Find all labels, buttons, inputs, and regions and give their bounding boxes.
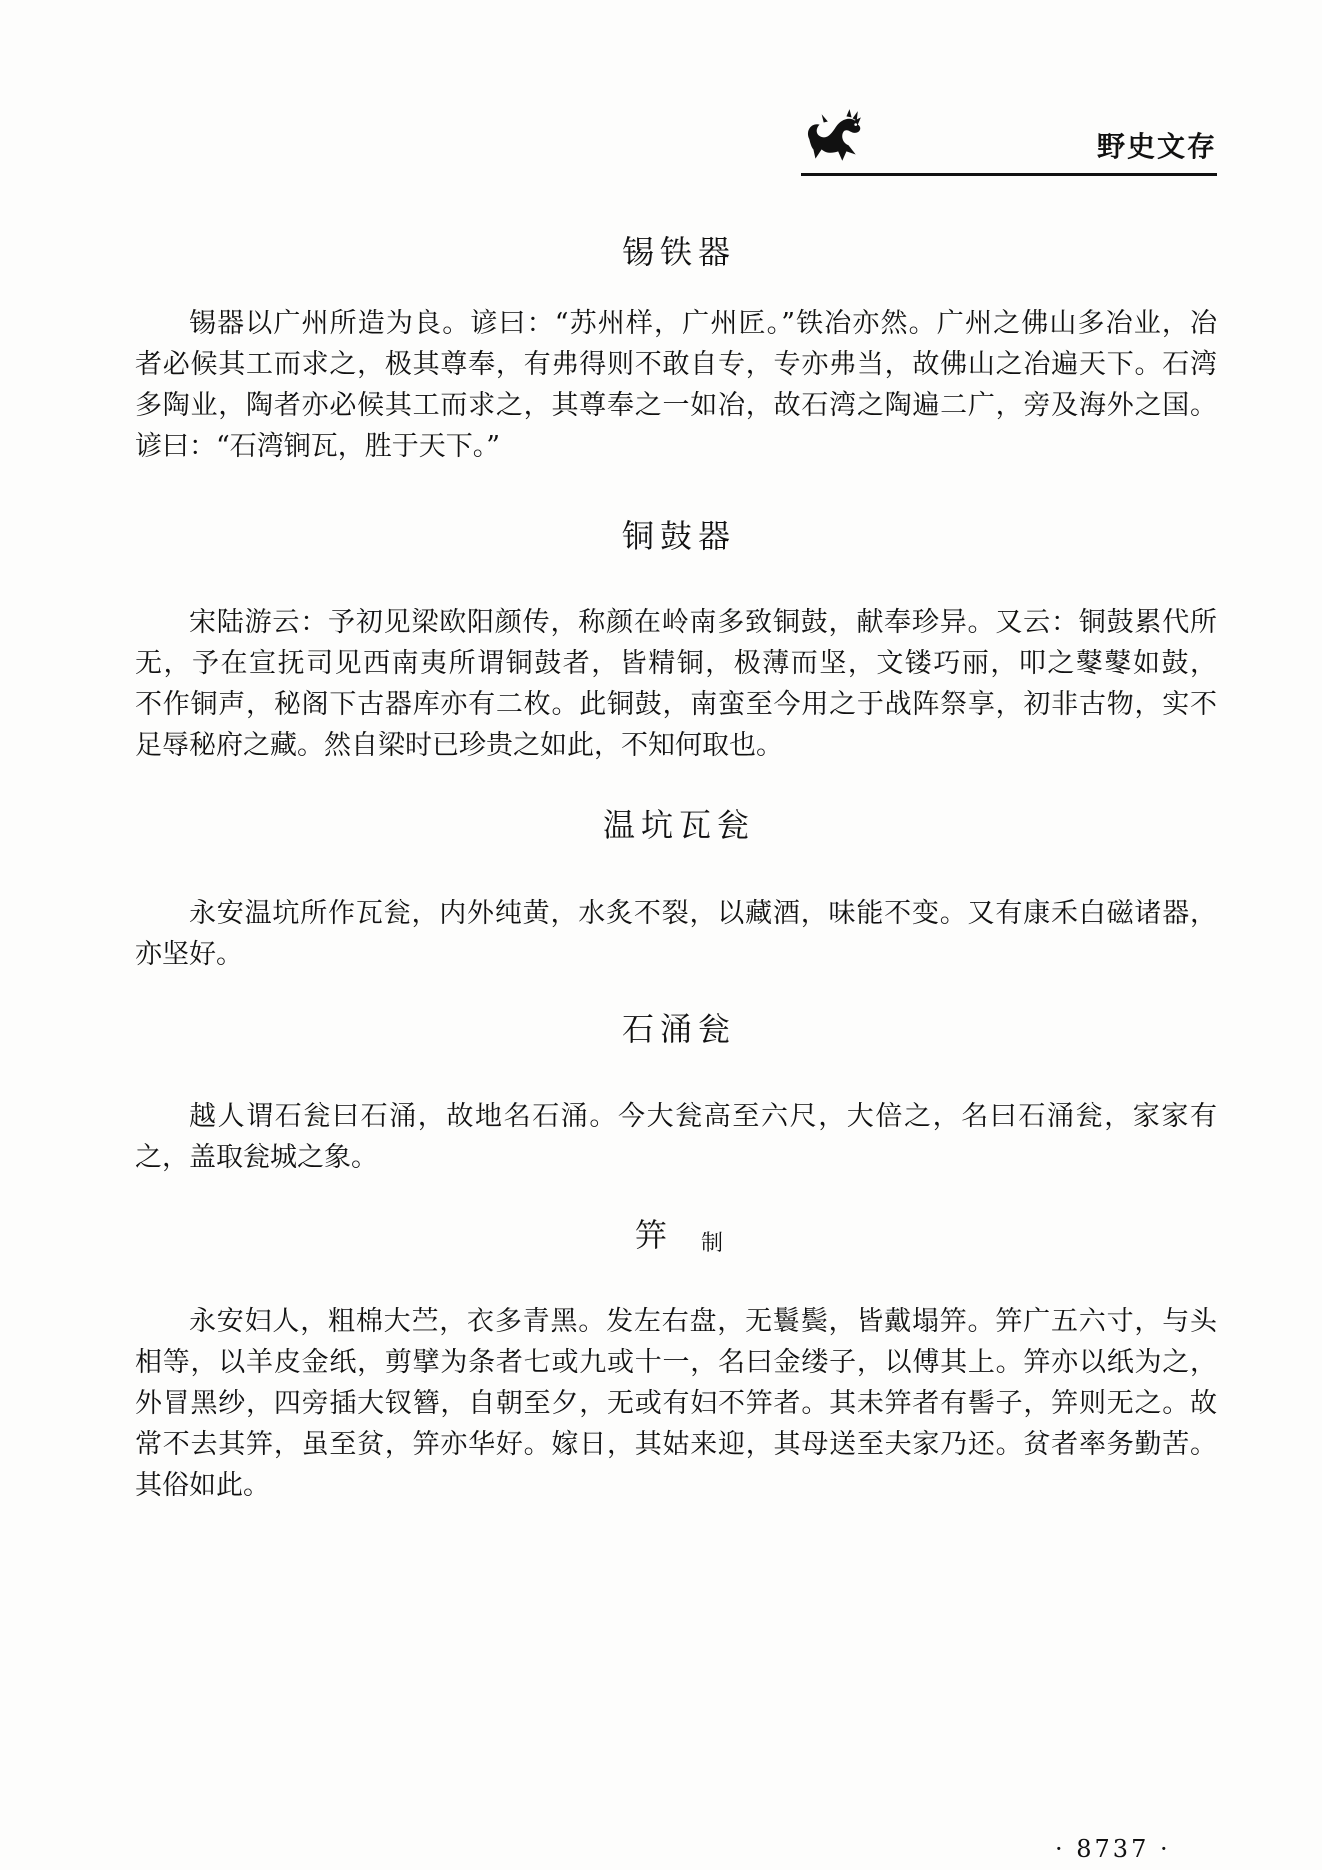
section-body [135, 602, 1217, 766]
text-line: 外冒黑纱，四旁插大钗簪，自朝至夕，无或有妇不笄者。其未笄者有髻子，笄则无之。故 [135, 1388, 1217, 1419]
page-number: · 8737 · [1055, 1835, 1171, 1863]
text-line: 者必候其工而求之，极其尊奉，有弗得则不敢自专，专亦弗当，故佛山之冶遍天下。石湾 [135, 349, 1217, 380]
text-line: 越人谓石瓮曰石涌，故地名石涌。今大瓮高至六尺，大倍之，名曰石涌瓮，家家有 [189, 1101, 1217, 1132]
text-line: 足辱秘府之藏。然自梁时已珍贵之如此，不知何取也。 [135, 730, 783, 761]
section-title-main: 笄 [634, 1216, 673, 1254]
section-body [135, 893, 1217, 975]
text-line: 宋陆游云：予初见梁欧阳颜传，称颜在岭南多致铜鼓，献奉珍异。又云：铜鼓累代所 [189, 607, 1217, 638]
dragon-icon [801, 108, 865, 168]
section-title-sub: 制 [701, 1231, 724, 1256]
running-header-title: 野史文存 [1096, 130, 1217, 163]
text-line: 无，予在宣抚司见西南夷所谓铜鼓者，皆精铜，极薄而坚，文镂巧丽，叩之鼕鼕如鼓， [135, 648, 1217, 679]
section-title: 铜鼓器 [621, 517, 736, 555]
text-line: 亦坚好。 [135, 939, 243, 970]
text-line: 永安温坑所作瓦瓮，内外纯黄，水炙不裂，以藏酒，味能不变。又有康禾白磁诸器， [189, 898, 1217, 929]
section-title: 石涌瓮 [621, 1010, 736, 1048]
text-line: 永安妇人，粗棉大苎，衣多青黑。发左右盘，无鬟鬓，皆戴塌笄。笄广五六寸，与头 [189, 1306, 1217, 1337]
section-body [135, 1096, 1217, 1178]
text-line: 常不去其笄，虽至贫，笄亦华好。嫁日，其姑来迎，其母送至夫家乃还。贫者率务勤苦。 [135, 1429, 1217, 1460]
text-line: 谚曰：“石湾锏瓦，胜于天下。” [135, 431, 501, 462]
text-line: 锡器以广州所造为良。谚曰：“苏州样，广州匠。”铁冶亦然。广州之佛山多冶业，冶 [189, 308, 1217, 339]
text-line: 之，盖取瓮城之象。 [135, 1142, 378, 1173]
text-line: 相等，以羊皮金纸，剪擘为条者七或九或十一，名曰金缕子，以傅其上。笄亦以纸为之， [135, 1347, 1217, 1378]
section-title: 锡铁器 [621, 233, 736, 271]
section-title [135, 1215, 1217, 1264]
text-line: 不作铜声，秘阁下古器库亦有二枚。此铜鼓，南蛮至今用之于战阵祭享，初非古物，实不 [135, 689, 1217, 720]
section-title: 温坑瓦瓮 [602, 806, 755, 844]
text-line: 其俗如此。 [135, 1470, 270, 1501]
text-line: 多陶业，陶者亦必候其工而求之，其尊奉之一如冶，故石湾之陶遍二广，旁及海外之国。 [135, 390, 1217, 421]
section-body [135, 1301, 1217, 1506]
header-rule [801, 173, 1217, 176]
section-body [135, 303, 1217, 467]
